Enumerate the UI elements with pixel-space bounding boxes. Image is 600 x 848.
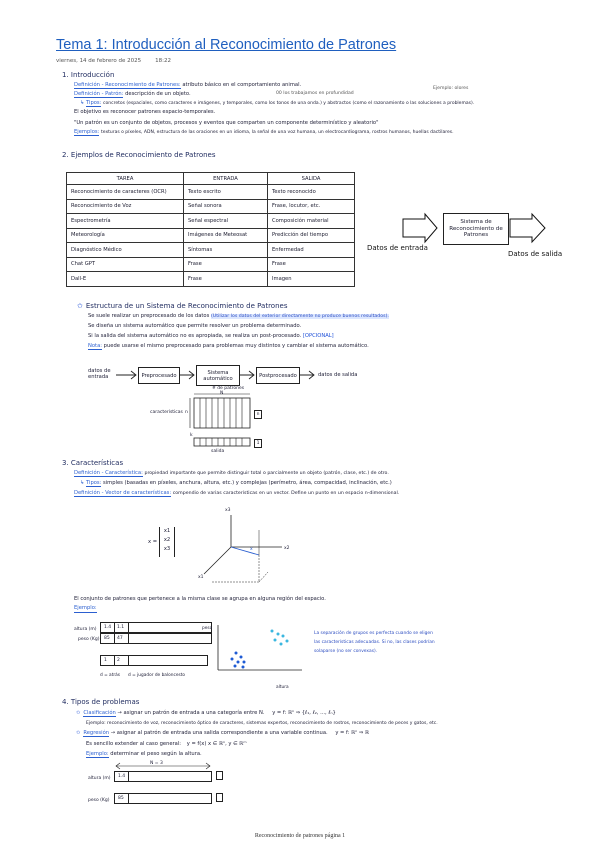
table-cell: Enfermedad bbox=[268, 243, 355, 258]
scatter-point bbox=[271, 630, 274, 633]
regression-end-box bbox=[216, 771, 223, 780]
structure-line-1 bbox=[88, 313, 389, 320]
def-label: Definición - Característica: bbox=[74, 470, 143, 476]
section-3-heading: 3. Características bbox=[62, 459, 124, 467]
example-label: Ejemplo: bbox=[86, 751, 109, 757]
def-text: compendio de varias características en un vector. Define un punto en un espacio n-dimensional. bbox=[172, 491, 400, 496]
table-header: SALIDA bbox=[268, 173, 355, 185]
structure-line-4 bbox=[88, 343, 369, 350]
scatter-point bbox=[286, 640, 289, 643]
axis-x1-label: x1 bbox=[198, 575, 204, 580]
cell-value: 85 bbox=[118, 796, 124, 801]
table-cell: Composición material bbox=[268, 214, 355, 229]
scatter-plot bbox=[218, 625, 302, 670]
def-text: atributo básico en el comportamiento animal. bbox=[182, 82, 302, 88]
scatter-point bbox=[242, 666, 245, 669]
cell-divider bbox=[114, 623, 115, 632]
def-text: descripción de un objeto. bbox=[125, 91, 191, 97]
section-2-heading: 2. Ejemplos de Reconocimiento de Patrones bbox=[62, 151, 216, 159]
cell-divider bbox=[128, 634, 129, 643]
matrix-n-label: n bbox=[185, 410, 188, 415]
cell-divider bbox=[114, 656, 115, 665]
scatter-point bbox=[277, 633, 280, 636]
classification-formula: y = f: ℝⁿ ⇒ {ℓ₁, ℓ₂, ..., ℓₙ} bbox=[272, 710, 336, 716]
objective-line: El objetivo es reconocer patrones espacio-temporales. bbox=[74, 109, 216, 115]
class-value: 1 bbox=[104, 658, 107, 663]
regression-label: Regresión bbox=[83, 730, 110, 736]
types-text: simples (basadas en píxeles, anchura, altura, etc.) y complejas (perímetro, área, compacidad, inclinación, etc.) bbox=[103, 480, 392, 486]
data-matrix bbox=[190, 394, 250, 446]
data-row-height bbox=[100, 622, 212, 633]
row-label: altura (m) bbox=[88, 776, 111, 781]
output-label: Datos de salida bbox=[508, 250, 563, 258]
table-cell: Frase bbox=[268, 257, 355, 272]
time-text: 18:22 bbox=[155, 58, 172, 64]
pattern-set-line: El conjunto de patrones que pertenece a la misma clase se agrupa en alguna región del espacio. bbox=[74, 596, 326, 602]
flow-output-label: datos de salida bbox=[318, 372, 358, 378]
table-cell: Texto reconocido bbox=[268, 185, 355, 200]
line-highlight: (Utilizar los datos del exterior directamente no produce buenos resultados). bbox=[210, 314, 389, 319]
classification-example: Ejemplo: reconocimiento de voz, reconocimiento óptico de caracteres, sistemas expertos, reconocimiento de rostros, reconocimiento de peces y gatos, etc. bbox=[86, 721, 438, 726]
star-icon: ✩ bbox=[76, 710, 81, 716]
output-arrow-icon bbox=[510, 214, 545, 242]
flow-box-preprocess: Preprocesado bbox=[138, 367, 180, 384]
structure-title: Estructura de un Sistema de Reconocimiento de Patrones bbox=[85, 302, 288, 310]
scatter-point bbox=[282, 635, 285, 638]
structure-line-2: Se diseña un sistema automático que permite resolver un problema determinado. bbox=[88, 323, 302, 329]
flow-box-postprocess: Postprocesado bbox=[256, 367, 300, 384]
vector-label: x = bbox=[148, 539, 158, 545]
types-text: concretos (espaciales, como caracteres e imágenes, y temporales, como los tonos de una onda.) y abstractos (como el razonamiento o las soluciones a problemas). bbox=[103, 101, 475, 106]
def-caracteristica bbox=[74, 470, 389, 477]
vector-entry: x2 bbox=[163, 537, 171, 543]
star-icon: ✩ bbox=[77, 302, 83, 310]
data-row-weight bbox=[100, 633, 212, 644]
date-text: viernes, 14 de febrero de 2025 bbox=[56, 58, 142, 64]
extend-text: Es sencillo extender al caso general: bbox=[86, 741, 182, 747]
flow-arrow-icon bbox=[300, 371, 314, 379]
n3-label: N = 3 bbox=[150, 761, 163, 766]
example-line bbox=[86, 751, 202, 758]
table-cell: Espectrometría bbox=[67, 214, 184, 229]
cell-value: 1.4 bbox=[118, 774, 126, 779]
classification-line bbox=[76, 710, 336, 717]
quote-line: "Un patrón es un conjunto de objetos, procesos y eventos que comparten un componente determinístico y aleatorio" bbox=[74, 120, 379, 126]
star-icon: ✩ bbox=[76, 730, 81, 736]
cell-divider bbox=[114, 634, 115, 643]
def-label: Definición - Patrón: bbox=[74, 91, 124, 97]
row-label: altura (m) bbox=[74, 627, 97, 632]
def-label: Definición - Vector de características: bbox=[74, 490, 172, 496]
vector-entry: x3 bbox=[163, 546, 171, 552]
table-cell: Meteorología bbox=[67, 228, 184, 243]
table-cell: Señal espectral bbox=[184, 214, 268, 229]
matrix-k-label: k bbox=[190, 433, 193, 438]
system-box: Sistema de Reconocimiento de Patrones bbox=[443, 213, 509, 245]
structure-heading bbox=[77, 302, 287, 310]
section-4-heading: 4. Tipos de problemas bbox=[62, 698, 140, 706]
def-label: Definición - Reconocimiento de Patrones: bbox=[74, 82, 181, 88]
types-label: Tipos: bbox=[86, 100, 102, 106]
table-cell: Frase, locutor, etc. bbox=[268, 199, 355, 214]
matrix-characteristics-label: características bbox=[150, 410, 183, 415]
scatter-point bbox=[280, 643, 283, 646]
feature-vector-icon bbox=[231, 547, 259, 555]
table-cell: Frase bbox=[184, 257, 268, 272]
axis-x2-label: x2 bbox=[284, 546, 290, 551]
page-title: Tema 1: Introducción al Reconocimiento de Patrones bbox=[56, 37, 397, 53]
class-note-1: d = atrás bbox=[100, 673, 121, 678]
table-cell: Reconocimiento de Voz bbox=[67, 199, 184, 214]
table-header: TAREA bbox=[67, 173, 184, 185]
table-cell: Reconocimiento de caracteres (OCR) bbox=[67, 185, 184, 200]
page-footer: Reconocimiento de patrones página 1 bbox=[254, 833, 346, 839]
input-label: Datos de entrada bbox=[367, 244, 428, 252]
extend-formula: y = f(x) x ∈ ℝⁿ, y ∈ ℝᵐ bbox=[186, 741, 247, 747]
table-cell: Predicción del tiempo bbox=[268, 228, 355, 243]
regression-text: asignar al patrón de entrada una salida correspondiente a una variable continua. bbox=[116, 730, 328, 736]
cell-value: 85 bbox=[104, 636, 110, 641]
arrow-icon: → bbox=[117, 710, 124, 716]
note-label: Nota: bbox=[88, 343, 103, 349]
scatter-point bbox=[240, 656, 243, 659]
scatter-point bbox=[235, 652, 238, 655]
scatter-y-label: peso bbox=[202, 626, 213, 631]
arrow-icon: ↳ bbox=[80, 100, 86, 106]
table-header: ENTRADA bbox=[184, 173, 268, 185]
axis-x3-label: x3 bbox=[225, 508, 231, 513]
cell-divider bbox=[128, 656, 129, 665]
flow-arrow-icon bbox=[116, 371, 136, 379]
line-text: Si la salida del sistema automático no es apropiada, se realiza un post-procesado. bbox=[88, 333, 302, 339]
side-note: 00 los trabajamos en profundidad bbox=[276, 91, 354, 96]
cell-divider bbox=[128, 772, 129, 781]
table-cell: Imagen bbox=[268, 272, 355, 287]
types-characteristics bbox=[80, 480, 392, 487]
arrow-icon: ↳ bbox=[80, 480, 86, 486]
table-cell: Chat GPT bbox=[67, 257, 184, 272]
table-cell: Señal sonora bbox=[184, 199, 268, 214]
table-cell: Texto escrito bbox=[184, 185, 268, 200]
classification-text: asignar un patrón de entrada a una categoría entre N. bbox=[123, 710, 265, 716]
table-cell: Síntomas bbox=[184, 243, 268, 258]
class-row bbox=[100, 655, 208, 666]
regression-formula: y = f: ℝⁿ ⇒ ℝ bbox=[335, 730, 369, 736]
scatter-point bbox=[234, 665, 237, 668]
class-value: 2 bbox=[117, 658, 120, 663]
class-note-2: d = jugador de baloncesto bbox=[128, 673, 186, 678]
example-text: determinar el peso según la altura. bbox=[110, 751, 202, 757]
flow-arrow-icon bbox=[180, 371, 194, 379]
arrow-icon: → bbox=[110, 730, 117, 736]
vector-entry: x1 bbox=[163, 528, 171, 534]
example-label: Ejemplo: bbox=[74, 605, 97, 611]
matrix-output-label: salida bbox=[211, 449, 225, 454]
matrix-one-box: 1 bbox=[254, 439, 262, 448]
matrix-patterns-label: # de patrones bbox=[212, 386, 245, 391]
scatter-x-label: altura bbox=[276, 685, 289, 690]
examples-label: Ejemplos: bbox=[74, 129, 100, 135]
flow-box-system: Sistema automático bbox=[196, 365, 240, 386]
cell-value: 1.4 bbox=[104, 625, 112, 630]
cell-divider bbox=[128, 623, 129, 632]
structure-line-3 bbox=[88, 333, 334, 340]
input-arrow-icon bbox=[403, 214, 437, 242]
table-cell: Imágenes de Meteosat bbox=[184, 228, 268, 243]
cell-divider bbox=[128, 794, 129, 803]
types-label: Tipos: bbox=[86, 480, 102, 486]
regression-row-height bbox=[114, 771, 212, 782]
note-text: puede usarse el mismo preprocesado para problemas muy distintos y cambiar el sistema automático. bbox=[103, 343, 369, 349]
side-note-example: Ejemplo: olores bbox=[433, 86, 469, 91]
row-label: peso (Kg) bbox=[88, 798, 110, 803]
regression-end-box bbox=[216, 793, 223, 802]
regression-row-weight bbox=[114, 793, 212, 804]
section-1-heading: 1. Introducción bbox=[62, 71, 115, 79]
width-arrow-icon bbox=[116, 763, 210, 769]
matrix-N-label: N bbox=[220, 391, 224, 396]
flow-arrow-icon bbox=[240, 371, 254, 379]
cell-value: 1.1 bbox=[117, 625, 125, 630]
scatter-note: La separación de grupos es perfecta cuando se eligen las características adecuadas. Si no, las clases podrían solaparse (no ser convexas). bbox=[314, 631, 435, 654]
scatter-point bbox=[274, 639, 277, 642]
table-cell: Dall-E bbox=[67, 272, 184, 287]
def-vector bbox=[74, 490, 399, 497]
table-cell: Diagnóstico Médico bbox=[67, 243, 184, 258]
examples-text: texturas o píxeles, ADN, estructura de las oraciones en un idioma, la señal de una voz humana, un electrocardiograma, rostros humanos, huellas dactilares. bbox=[100, 130, 454, 135]
flow-input-label: datos de entrada bbox=[88, 368, 111, 380]
classification-label: Clasificación bbox=[83, 710, 116, 716]
extend-line bbox=[86, 741, 247, 748]
row-label: peso (Kg) bbox=[78, 637, 100, 642]
def-text: propiedad importante que permite distinguir total o parcialmente un objeto (patrón, clase, etc.) de otro. bbox=[144, 471, 389, 476]
scatter-point bbox=[237, 661, 240, 664]
cell-value: 47 bbox=[117, 636, 123, 641]
scatter-point bbox=[243, 661, 246, 664]
vector-bracket bbox=[159, 527, 175, 557]
vector-x-label: x bbox=[250, 547, 253, 552]
table-cell: Frase bbox=[184, 272, 268, 287]
optional-tag: [OPCIONAL] bbox=[302, 333, 334, 339]
regression-line bbox=[76, 730, 369, 737]
scatter-point bbox=[231, 658, 234, 661]
feature-space-axes bbox=[204, 515, 282, 582]
line-text: Se suele realizar un preprocesado de los datos bbox=[88, 313, 210, 319]
matrix-n-box: n bbox=[254, 410, 262, 419]
